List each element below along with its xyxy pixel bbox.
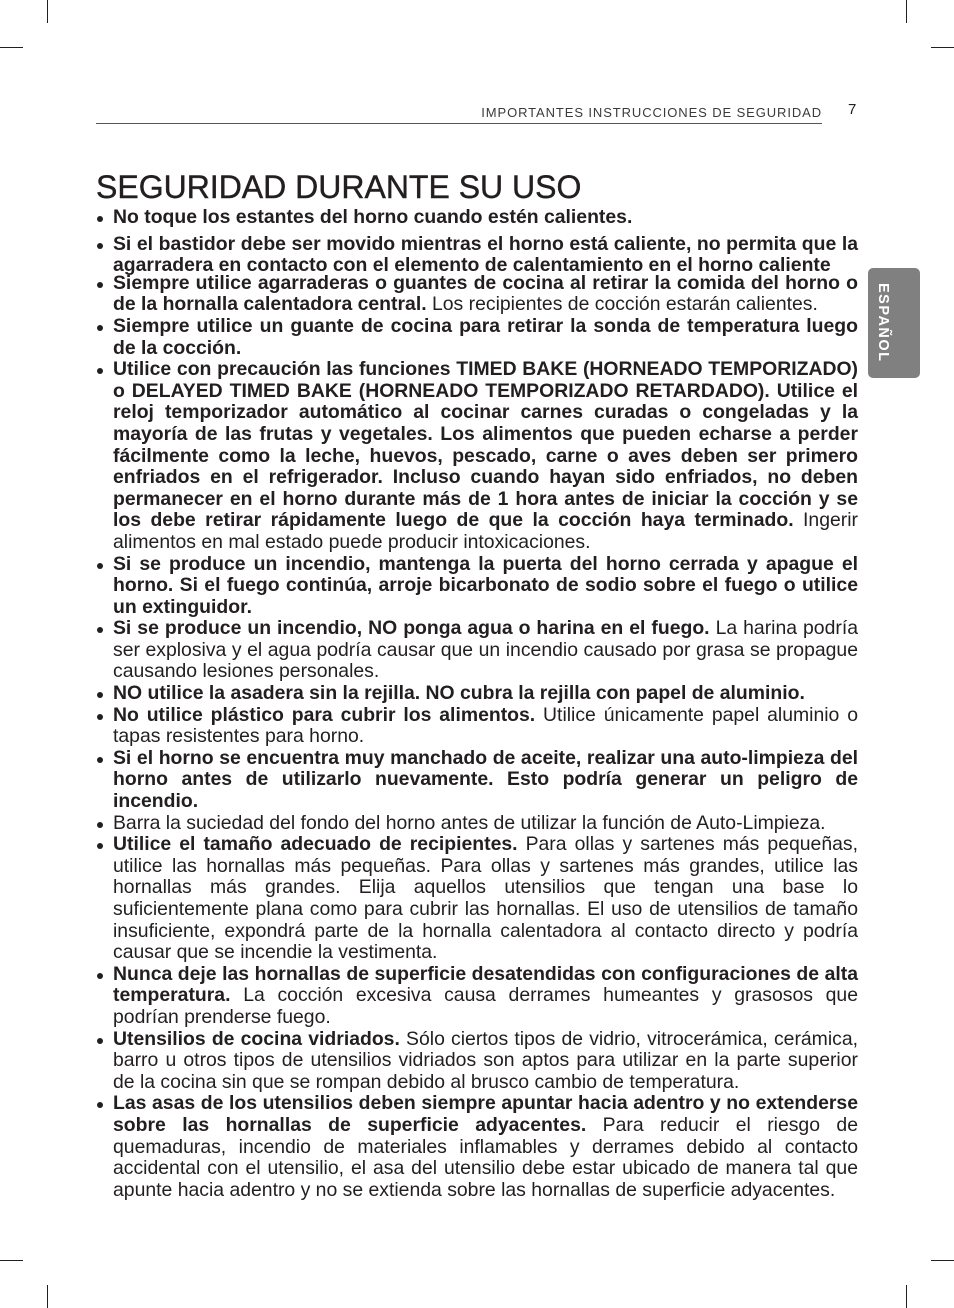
item-bold-text: Si el horno se encuentra muy manchado de aceite, realizar una auto-limpieza del horno antes de utilizarlo nuevamente. Esto podría generar un peligro de incendio.: [113, 746, 858, 813]
item-text: Utilice únicamente papel aluminio o tapas resistentes para horno.: [113, 703, 858, 748]
bullet-icon: [97, 714, 103, 720]
item-text: La cocción excesiva causa derrames humeantes y grasosos que podrían prenderse fuego.: [113, 984, 858, 1028]
crop-mark-bottom-left-horizontal: [0, 1260, 23, 1261]
crop-mark-bottom-right-horizontal: [931, 1260, 954, 1261]
page-number: 7: [848, 101, 857, 118]
bullet-icon: [97, 692, 103, 698]
bullet-icon: [97, 282, 103, 288]
bullet-icon: [97, 627, 103, 633]
running-header-title: IMPORTANTES INSTRUCCIONES DE SEGURIDAD: [481, 105, 822, 120]
item-text: La harina podría ser explosiva y el agua podría causar que un incendio causado por grasa se propague causando lesiones personales.: [113, 617, 858, 683]
item-text: Los recipientes de cocción estarán calientes.: [431, 293, 818, 316]
list-item: [96, 748, 858, 813]
item-bold-text: Nunca deje las hornallas de superficie desatendidas con configuraciones de alta temperatura.: [113, 962, 858, 1007]
item-bold-text: No utilice plástico para cubrir los alimentos.: [113, 703, 536, 726]
item-bold-text: Utensilios de cocina vidriados.: [113, 1027, 400, 1050]
item-bold-text: Si el bastidor debe ser movido mientras el horno está caliente, no permita que la agarradera en contacto con el elemento de calentamiento en el horno caliente: [113, 232, 858, 277]
crop-mark-bottom-right-vertical: [906, 1285, 907, 1308]
bullet-icon: [97, 1102, 103, 1108]
bullet-icon: [97, 822, 103, 828]
item-bold-text: NO utilice la asadera sin la rejilla. NO cubra la rejilla con papel de aluminio.: [113, 682, 805, 705]
list-item: [96, 964, 858, 1029]
page-title: SEGURIDAD DURANTE SU USO: [96, 169, 582, 205]
list-item: [96, 207, 858, 229]
list-item: [96, 705, 858, 748]
list-item: [96, 834, 858, 964]
item-text: Para ollas y sartenes más pequeñas, utilice las hornallas más pequeñas. Para ollas y sartenes más grandes, utilice las hornallas más grandes. Elija aquellos utensilios que tengan una base lo suficientemente plana como para cubrir las hornallas. El uso de utensilios de tamaño insuficiente, expondrá parte de la hornalla calentadora al contacto directo y podría causar que se incendie la vestimenta.: [113, 833, 858, 964]
crop-mark-top-right-vertical: [906, 0, 907, 23]
item-bold-text: Siempre utilice agarraderas o guantes de cocina al retirar la comida del horno o de la hornalla calentadora central.: [113, 271, 858, 316]
list-item: [96, 234, 858, 277]
bullet-icon: [97, 368, 103, 374]
list-item: [96, 554, 858, 619]
item-text: Para reducir el riesgo de quemaduras, incendio de materiales inflamables y derrames debido al contacto accidental con el utensilio, el asa del utensilio debe estar ubicado de manera tal que apunte hacia adentro y no se extienda sobre las hornallas de superficie adyacentes.: [113, 1113, 858, 1201]
bullet-icon: [97, 216, 103, 222]
item-bold-text: No toque los estantes del horno cuando estén calientes.: [113, 206, 633, 228]
list-item: [96, 1093, 858, 1201]
item-bold-text: Utilice con precaución las funciones TIMED BAKE (HORNEADO TEMPORIZADO) o DELAYED TIMED BAKE (HORNEADO TEMPORIZADO RETARDADO). Utilice el reloj temporizador automático al cocinar carnes curadas o congeladas y la mayoría de las frutas y vegetales. Los alimentos que pueden echarse a perder fácilmente como la leche, huevos, pescado, carne o aves deben ser primero enfriados en el refrigerador. Incluso cuando hayan sido enfriados, no deben permanecer en el horno durante más de 1 hora antes de iniciar la cocción y se los debe retirar rápidamente luego de que la cocción haya terminado.: [113, 358, 858, 532]
crop-mark-top-left-horizontal: [0, 47, 23, 48]
list-item: [96, 359, 858, 553]
bullet-icon: [97, 243, 103, 249]
bullet-icon: [97, 325, 103, 331]
list-item: [96, 316, 858, 359]
bullet-icon: [97, 757, 103, 763]
bullet-icon: [97, 1038, 103, 1044]
item-bold-text: Siempre utilice un guante de cocina para retirar la sonda de temperatura luego de la cocción.: [113, 314, 858, 359]
list-item: [96, 1029, 858, 1094]
item-bold-text: Las asas de los utensilios deben siempre apuntar hacia adentro y no extenderse sobre las hornallas de superficie adyacentes.: [113, 1092, 858, 1136]
bullet-icon: [97, 973, 103, 979]
list-item: [96, 813, 858, 835]
bullet-icon: [97, 843, 103, 849]
header-rule: [96, 123, 822, 124]
list-item: [96, 618, 858, 683]
crop-mark-top-right-horizontal: [931, 47, 954, 48]
item-text: Sólo ciertos tipos de vidrio, vitrocerámica, cerámica, barro u otros tipos de utensilios vidriados son aptos para utilizar en la parte superior de la cocina sin que se rompan debido al brusco cambio de temperatura.: [113, 1027, 859, 1093]
item-text: Barra la suciedad del fondo del horno antes de utilizar la función de Auto-Limpieza.: [113, 811, 826, 834]
language-tab-label: ESPAÑOL: [875, 283, 891, 363]
item-bold-text: Si se produce un incendio, NO ponga agua o harina en el fuego.: [113, 617, 710, 640]
item-bold-text: Utilice el tamaño adecuado de recipientes.: [113, 833, 518, 856]
crop-mark-top-left-vertical: [47, 0, 48, 23]
safety-list: [96, 207, 858, 1201]
item-bold-text: Si se produce un incendio, mantenga la puerta del horno cerrada y apague el horno. Si el fuego continúa, arroje bicarbonato de sodio sobre el fuego o utilice un extinguidor.: [113, 552, 858, 618]
list-item: [96, 273, 858, 316]
list-item: [96, 683, 858, 705]
crop-mark-bottom-left-vertical: [47, 1285, 48, 1308]
item-text: Ingerir alimentos en mal estado puede producir intoxicaciones.: [113, 509, 859, 553]
bullet-icon: [97, 563, 103, 569]
